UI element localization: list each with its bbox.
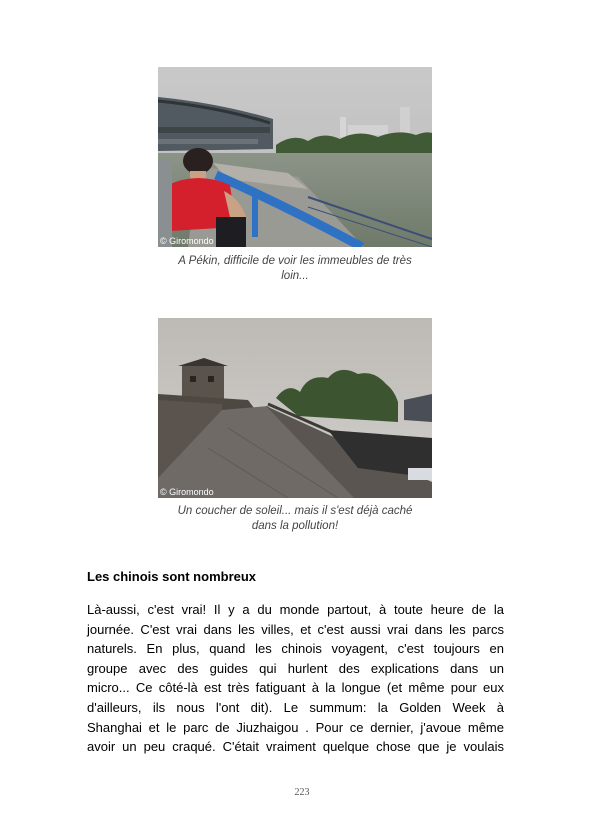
paragraph-line: Shanghai et le parc de Jiuzhaigou . Pour ce dernier, j'avoue même xyxy=(87,719,504,735)
paragraph-line: groupe avec des guides qui hurlent des explications dans un xyxy=(87,660,504,676)
paragraph-line: micro... Ce côté-là est très fatiguant à la longue (et même pour eux xyxy=(87,680,504,696)
body-paragraph xyxy=(87,600,504,757)
photo-city-wall xyxy=(158,318,432,498)
photo-wall-illustration xyxy=(158,318,432,498)
figure-caption xyxy=(158,254,432,284)
paragraph-line: Là-aussi, c'est vrai! Il y a du monde partout, à toute heure de la xyxy=(87,602,504,617)
paragraph-line: avoir un peu craqué. C'était vraiment quelque chose que je voulais xyxy=(87,739,504,755)
paragraph-line: naturels. En plus, quand les chinois voyagent, c'est toujours en xyxy=(87,641,504,657)
paragraph-line: journée. C'est vrai dans les villes, et c'est aussi vrai dans les parcs xyxy=(87,621,504,637)
caption-line: A Pékin, difficile de voir les immeubles de très xyxy=(178,255,412,267)
paragraph-line: d'ailleurs, ils nous l'ont dit). Le summum: la Golden Week à xyxy=(87,699,504,715)
caption-line: dans la pollution! xyxy=(251,520,339,532)
photo-credit: © Giromondo xyxy=(160,236,214,246)
photo-beijing-lake xyxy=(158,67,432,247)
caption-line: Un coucher de soleil... mais il s'est déjà caché xyxy=(177,505,413,517)
section-heading: Les chinois sont nombreux xyxy=(87,569,257,584)
photo-beijing-illustration xyxy=(158,67,432,247)
figure-caption xyxy=(158,504,432,534)
photo-credit: © Giromondo xyxy=(160,487,214,497)
caption-line: loin... xyxy=(281,270,309,282)
page-number: 223 xyxy=(294,787,310,798)
